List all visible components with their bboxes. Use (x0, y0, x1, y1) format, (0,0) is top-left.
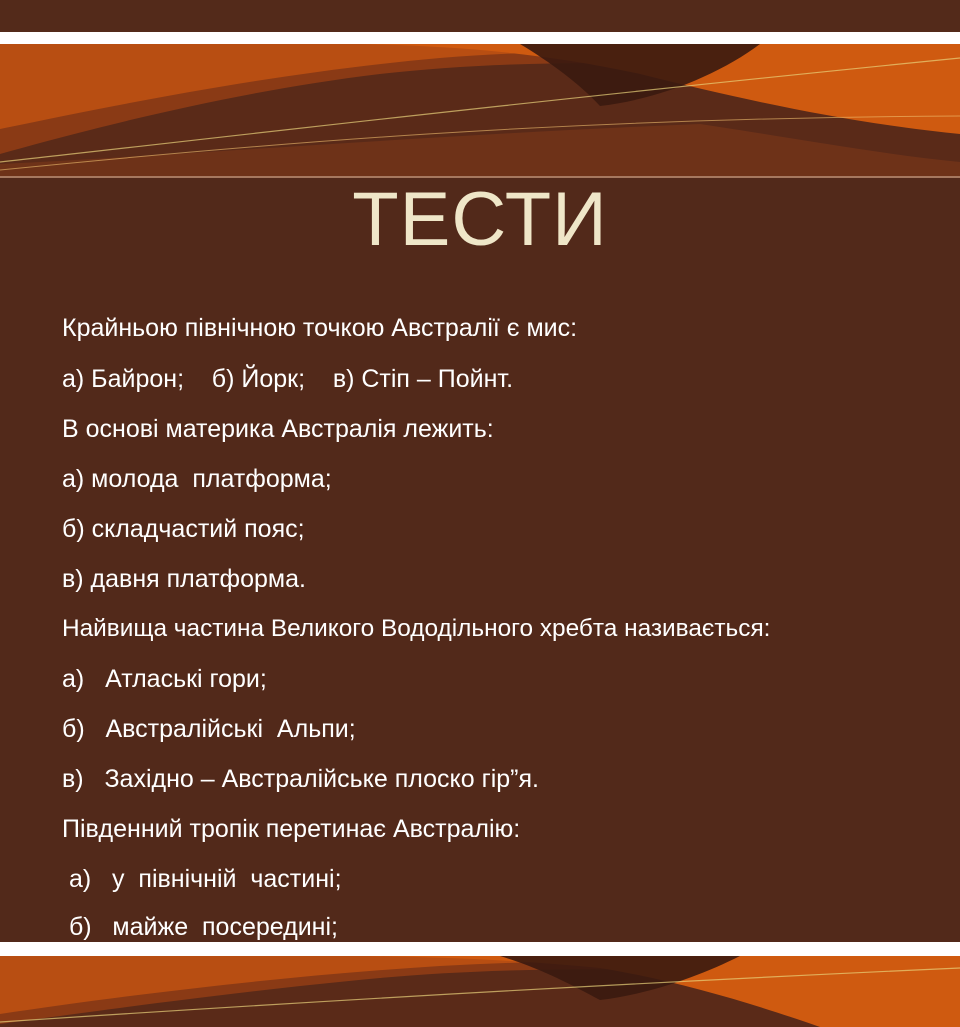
question-2: В основі материка Австралія лежить: (62, 415, 494, 443)
answer-3b: б) Австралійські Альпи; (62, 715, 356, 743)
answer-3c: в) Західно – Австралійське плоско гір”я. (62, 765, 539, 793)
question-1: Крайньою північною точкою Австралії є мис: (62, 314, 578, 342)
slide-separator (0, 32, 960, 44)
answer-3a: а) Атлаські гори; (62, 665, 267, 693)
answer-2a: а) молода платформа; (62, 465, 332, 493)
decorative-wave-header (0, 44, 960, 178)
top-strip (0, 0, 960, 32)
wave-graphic (0, 44, 960, 178)
question-4: Південний тропік перетинає Австралію: (62, 815, 521, 843)
slide-body (0, 178, 960, 942)
decorative-wave-next-slide (0, 956, 960, 1027)
question-3: Найвища частина Великого Вододільного хребта називається: (62, 615, 771, 642)
answer-4b: б) майже посередині; (62, 913, 338, 941)
slide-title: ТЕСТИ (352, 177, 608, 262)
answer-2c: в) давня платформа. (62, 565, 306, 593)
answers-1: а) Байрон; б) Йорк; в) Стіп – Пойнт. (62, 365, 514, 393)
answer-2b: б) складчастий пояс; (62, 515, 305, 543)
slide-separator (0, 942, 960, 956)
wave-graphic (0, 956, 960, 1027)
answer-4a: а) у північній частині; (62, 865, 342, 893)
